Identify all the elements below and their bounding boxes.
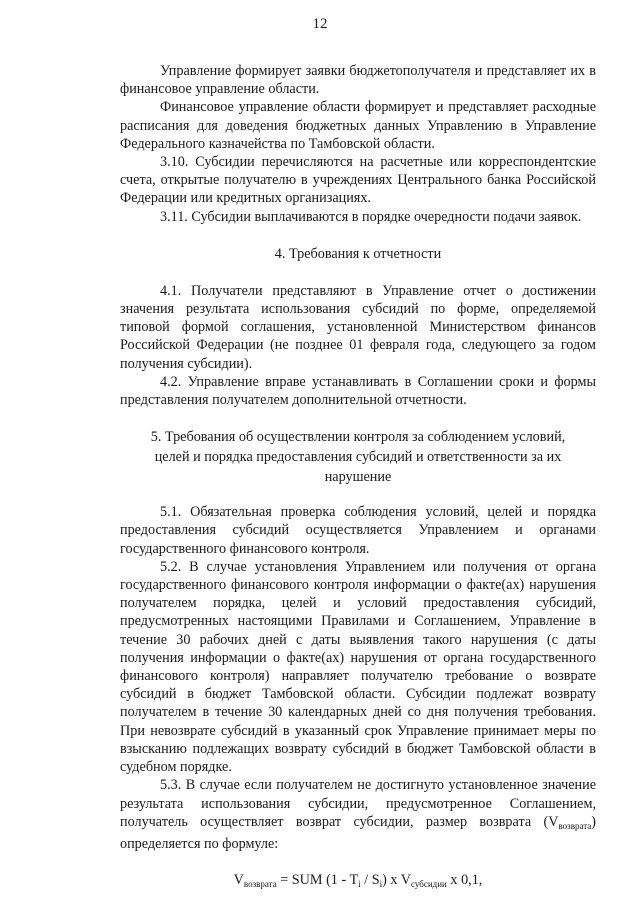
formula-text: = SUM (1 - T (276, 872, 359, 889)
subscript: субсидии (411, 879, 447, 890)
document-body (120, 62, 596, 893)
paragraph: 3.11. Субсидии выплачиваются в порядке очередности подачи заявок. (160, 208, 582, 225)
paragraph: Управление формирует заявки бюджетополучателя и представляет их в финансовое управление области. (120, 63, 596, 98)
paragraph: Финансовое управление области формирует и представляет расходные расписания для доведения бюджетных данных Управлению в Управление Федерального казначейства по Тамбовской области. (120, 99, 596, 152)
paragraph: 5.2. В случае установления Управлением или получения от органа государственного финансового контроля информации о факте(ах) нарушения получателем порядка, целей и условий предоставления субсидий, предусмотренных настоящими Правилами и Соглашением, Управление в течение 30 рабочих дней с даты выявления такого нарушения (с даты получения информации о факте(ах) нарушения от органа государственного финансового контроля) направляет получателю требование о возврате субсидий в бюджет Тамбовской области. Субсидии подлежат возврату получателем в течение 30 календарных дней со дня получения требования. При невозврате субсидий в указанный срок Управление принимает меры по взысканию подлежащих возврату субсидий в бюджет Тамбовской области в судебном порядке. (120, 558, 596, 776)
paragraph-text: ) определяется по формуле: (120, 813, 596, 852)
section-heading: 5. Требования об осуществлении контроля за соблюдением условий, целей и порядка предоставления субсидий и ответственности за их нарушение (150, 429, 566, 486)
paragraph: 5.1. Обязательная проверка соблюдения условий, целей и порядка предоставления субсидий осуществляется Управлением и органами государственного финансового контроля. (120, 504, 596, 557)
paragraph: 3.10. Субсидии перечисляются на расчетные или корреспондентские счета, открытые получателю в учреждениях Центрального банка Российской Федерации или кредитных организациях. (120, 154, 596, 207)
subscript: i (379, 879, 383, 890)
paragraph: 4.1. Получатели представляют в Управление отчет о достижении значения результата использования субсидий по форме, определяемой типовой формой соглашения, установленной Министерством финансов Российской Федерации (не позднее 01 февраля года, следующего за годом получения субсидии). (120, 282, 596, 372)
subscript: возврата (243, 879, 277, 890)
page-number: 12 (312, 16, 328, 32)
formula-text: / S (360, 872, 380, 889)
formula-text: ) x V (382, 872, 412, 889)
formula-var: V (233, 872, 244, 889)
paragraph-text: 5.3. В случае если получателем не достигнуто установленное значение результата использования субсидии, предусмотренное Соглашением, получатель осуществляет возврат субсидии, размер возврата (V (120, 777, 596, 830)
subscript: i (358, 879, 361, 890)
section-heading: 4. Требования к отчетности (274, 245, 442, 262)
paragraph (120, 776, 596, 853)
formula-text: x 0,1, (446, 872, 483, 889)
subscript: возврата (558, 820, 592, 831)
paragraph: 4.2. Управление вправе устанавливать в Соглашении сроки и формы представления получателем дополнительной отчетности. (120, 373, 596, 409)
formula (120, 871, 596, 893)
